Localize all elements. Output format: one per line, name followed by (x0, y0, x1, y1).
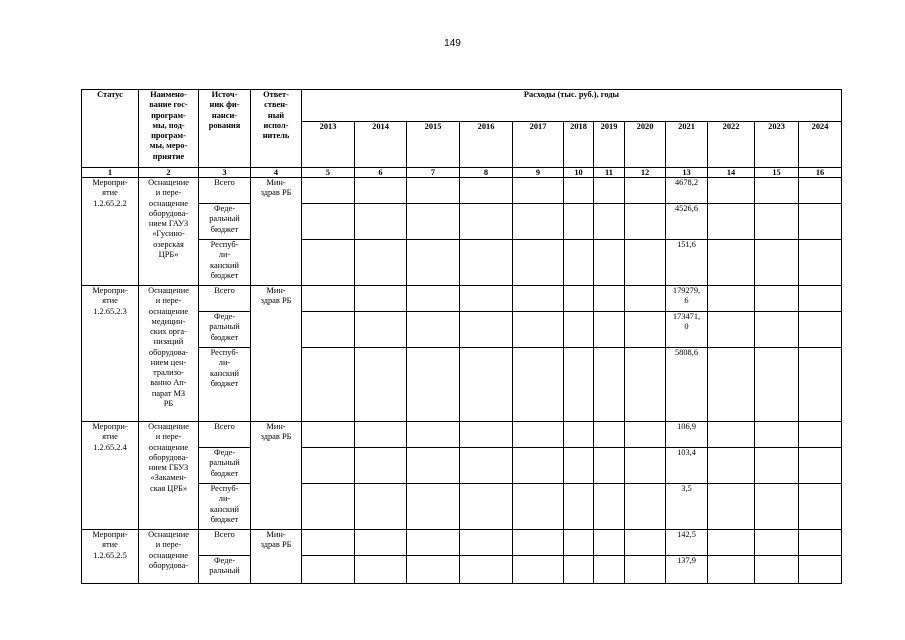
value-2021-cell: 173471, 0 (666, 312, 708, 348)
empty-value-cell (407, 240, 460, 286)
header-executor: Ответ- ствен- ный испол- нитель (251, 90, 302, 168)
executor-cell: Мин- здрав РБ (251, 286, 302, 422)
column-number: 10 (564, 168, 594, 178)
empty-value-cell (708, 484, 755, 530)
empty-value-cell (708, 422, 755, 448)
header-status: Статус (82, 90, 139, 168)
header-year: 2023 (755, 122, 799, 168)
empty-value-cell (407, 348, 460, 422)
empty-value-cell (355, 286, 407, 312)
empty-value-cell (625, 448, 666, 484)
empty-value-cell (799, 286, 842, 312)
empty-value-cell (460, 530, 513, 556)
empty-value-cell (799, 448, 842, 484)
empty-value-cell (513, 178, 564, 204)
empty-value-cell (625, 348, 666, 422)
empty-value-cell (355, 348, 407, 422)
empty-value-cell (355, 448, 407, 484)
empty-value-cell (708, 556, 755, 584)
column-number: 1 (82, 168, 139, 178)
empty-value-cell (755, 422, 799, 448)
empty-value-cell (799, 530, 842, 556)
empty-value-cell (799, 422, 842, 448)
empty-value-cell (594, 348, 625, 422)
empty-value-cell (407, 286, 460, 312)
empty-value-cell (564, 530, 594, 556)
empty-value-cell (407, 556, 460, 584)
empty-value-cell (407, 422, 460, 448)
header-year: 2024 (799, 122, 842, 168)
empty-value-cell (302, 178, 355, 204)
program-name-cell: Оснащение и пере- оснащение оборудова- нием ГБУЗ «Закамен- ская ЦРБ» (139, 422, 199, 530)
funding-source-cell: Феде- ральный бюджет (199, 312, 251, 348)
value-2021-cell: 4678,2 (666, 178, 708, 204)
table-row (82, 422, 842, 448)
column-number: 4 (251, 168, 302, 178)
header-year: 2013 (302, 122, 355, 168)
empty-value-cell (594, 530, 625, 556)
empty-value-cell (625, 484, 666, 530)
value-2021-cell: 151,6 (666, 240, 708, 286)
column-number: 7 (407, 168, 460, 178)
empty-value-cell (460, 312, 513, 348)
empty-value-cell (564, 240, 594, 286)
empty-value-cell (564, 348, 594, 422)
empty-value-cell (708, 240, 755, 286)
funding-source-cell: Респуб- ли- канский бюджет (199, 484, 251, 530)
empty-value-cell (407, 312, 460, 348)
empty-value-cell (513, 312, 564, 348)
status-cell: Меропри- ятие 1.2.65.2.5 (82, 530, 139, 584)
empty-value-cell (755, 448, 799, 484)
table-row (82, 530, 842, 556)
value-2021-cell: 179279, 6 (666, 286, 708, 312)
empty-value-cell (460, 240, 513, 286)
column-number: 2 (139, 168, 199, 178)
empty-value-cell (799, 556, 842, 584)
funding-source-cell: Всего (199, 178, 251, 204)
empty-value-cell (708, 312, 755, 348)
empty-value-cell (407, 448, 460, 484)
empty-value-cell (755, 178, 799, 204)
empty-value-cell (755, 530, 799, 556)
column-number: 11 (594, 168, 625, 178)
program-name-cell: Оснащение и пере- оснащение оборудова- (139, 530, 199, 584)
empty-value-cell (594, 422, 625, 448)
funding-source-cell: Респуб- ли- канский бюджет (199, 348, 251, 422)
empty-value-cell (755, 348, 799, 422)
status-cell: Меропри- ятие 1.2.65.2.2 (82, 178, 139, 286)
table-row (82, 286, 842, 312)
empty-value-cell (513, 422, 564, 448)
empty-value-cell (407, 204, 460, 240)
empty-value-cell (302, 422, 355, 448)
empty-value-cell (594, 448, 625, 484)
empty-value-cell (513, 240, 564, 286)
expenses-table (81, 89, 842, 584)
column-number: 15 (755, 168, 799, 178)
empty-value-cell (564, 312, 594, 348)
empty-value-cell (799, 312, 842, 348)
empty-value-cell (755, 312, 799, 348)
empty-value-cell (407, 178, 460, 204)
empty-value-cell (460, 204, 513, 240)
empty-value-cell (564, 204, 594, 240)
empty-value-cell (355, 484, 407, 530)
program-name-cell: Оснащение и пере- оснащение оборудова- нием ГАУЗ «Гусино- озерская ЦРБ» (139, 178, 199, 286)
empty-value-cell (708, 530, 755, 556)
funding-source-cell: Всего (199, 286, 251, 312)
empty-value-cell (355, 312, 407, 348)
empty-value-cell (625, 530, 666, 556)
program-name-cell: Оснащение и пере- оснащение медицин- ских орга- низаций оборудова- нием цен- трализо- ванно Ап- парат МЗ РБ (139, 286, 199, 422)
column-number: 16 (799, 168, 842, 178)
empty-value-cell (355, 422, 407, 448)
empty-value-cell (625, 556, 666, 584)
empty-value-cell (625, 178, 666, 204)
status-cell: Меропри- ятие 1.2.65.2.3 (82, 286, 139, 422)
empty-value-cell (355, 530, 407, 556)
value-2021-cell: 4526,6 (666, 204, 708, 240)
header-year: 2021 (666, 122, 708, 168)
empty-value-cell (513, 348, 564, 422)
empty-value-cell (460, 422, 513, 448)
status-cell: Меропри- ятие 1.2.65.2.4 (82, 422, 139, 530)
empty-value-cell (460, 484, 513, 530)
header-year: 2018 (564, 122, 594, 168)
funding-source-cell: Всего (199, 422, 251, 448)
empty-value-cell (564, 178, 594, 204)
page-number: 149 (444, 38, 461, 49)
empty-value-cell (513, 204, 564, 240)
column-number: 8 (460, 168, 513, 178)
header-year: 2017 (513, 122, 564, 168)
empty-value-cell (799, 178, 842, 204)
empty-value-cell (594, 240, 625, 286)
funding-source-cell: Феде- ральный (199, 556, 251, 584)
empty-value-cell (564, 556, 594, 584)
executor-cell: Мин- здрав РБ (251, 422, 302, 530)
empty-value-cell (594, 178, 625, 204)
empty-value-cell (594, 556, 625, 584)
header-year: 2015 (407, 122, 460, 168)
column-number: 12 (625, 168, 666, 178)
empty-value-cell (460, 286, 513, 312)
empty-value-cell (708, 178, 755, 204)
empty-value-cell (564, 422, 594, 448)
empty-value-cell (755, 240, 799, 286)
header-source: Источ- ник фи- нанси- рования (199, 90, 251, 168)
column-number: 13 (666, 168, 708, 178)
value-2021-cell: 142,5 (666, 530, 708, 556)
empty-value-cell (594, 286, 625, 312)
empty-value-cell (302, 448, 355, 484)
empty-value-cell (564, 484, 594, 530)
empty-value-cell (355, 178, 407, 204)
funding-source-cell: Респуб- ли- канский бюджет (199, 240, 251, 286)
empty-value-cell (513, 530, 564, 556)
empty-value-cell (302, 530, 355, 556)
empty-value-cell (460, 556, 513, 584)
empty-value-cell (708, 204, 755, 240)
empty-value-cell (755, 286, 799, 312)
empty-value-cell (302, 556, 355, 584)
empty-value-cell (799, 484, 842, 530)
funding-source-cell: Всего (199, 530, 251, 556)
header-year: 2019 (594, 122, 625, 168)
empty-value-cell (407, 484, 460, 530)
value-2021-cell: 5808,6 (666, 348, 708, 422)
empty-value-cell (594, 312, 625, 348)
empty-value-cell (355, 204, 407, 240)
empty-value-cell (594, 484, 625, 530)
empty-value-cell (513, 448, 564, 484)
empty-value-cell (302, 286, 355, 312)
empty-value-cell (302, 204, 355, 240)
empty-value-cell (625, 240, 666, 286)
empty-value-cell (708, 348, 755, 422)
empty-value-cell (564, 448, 594, 484)
empty-value-cell (708, 286, 755, 312)
empty-value-cell (460, 448, 513, 484)
empty-value-cell (755, 556, 799, 584)
empty-value-cell (799, 204, 842, 240)
funding-source-cell: Феде- ральный бюджет (199, 204, 251, 240)
funding-source-cell: Феде- ральный бюджет (199, 448, 251, 484)
column-number: 6 (355, 168, 407, 178)
value-2021-cell: 106,9 (666, 422, 708, 448)
empty-value-cell (755, 204, 799, 240)
header-year: 2016 (460, 122, 513, 168)
empty-value-cell (460, 348, 513, 422)
empty-value-cell (625, 422, 666, 448)
header-year: 2020 (625, 122, 666, 168)
empty-value-cell (564, 286, 594, 312)
column-number: 3 (199, 168, 251, 178)
value-2021-cell: 3,5 (666, 484, 708, 530)
empty-value-cell (755, 484, 799, 530)
column-number: 5 (302, 168, 355, 178)
value-2021-cell: 103,4 (666, 448, 708, 484)
column-number: 9 (513, 168, 564, 178)
empty-value-cell (355, 240, 407, 286)
empty-value-cell (302, 312, 355, 348)
empty-value-cell (302, 484, 355, 530)
empty-value-cell (625, 286, 666, 312)
table-row (82, 178, 842, 204)
empty-value-cell (513, 556, 564, 584)
empty-value-cell (708, 448, 755, 484)
empty-value-cell (407, 530, 460, 556)
empty-value-cell (302, 348, 355, 422)
executor-cell: Мин- здрав РБ (251, 530, 302, 584)
header-name: Наимено- вание гос- програм- мы, под- програм- мы, меро- приятие (139, 90, 199, 168)
column-number: 14 (708, 168, 755, 178)
empty-value-cell (460, 178, 513, 204)
empty-value-cell (513, 286, 564, 312)
empty-value-cell (625, 204, 666, 240)
executor-cell: Мин- здрав РБ (251, 178, 302, 286)
value-2021-cell: 137,9 (666, 556, 708, 584)
header-year: 2014 (355, 122, 407, 168)
header-year: 2022 (708, 122, 755, 168)
empty-value-cell (302, 240, 355, 286)
empty-value-cell (513, 484, 564, 530)
empty-value-cell (355, 556, 407, 584)
header-expenses: Расходы (тыс. руб.), годы (302, 90, 842, 122)
empty-value-cell (799, 348, 842, 422)
empty-value-cell (625, 312, 666, 348)
empty-value-cell (594, 204, 625, 240)
empty-value-cell (799, 240, 842, 286)
